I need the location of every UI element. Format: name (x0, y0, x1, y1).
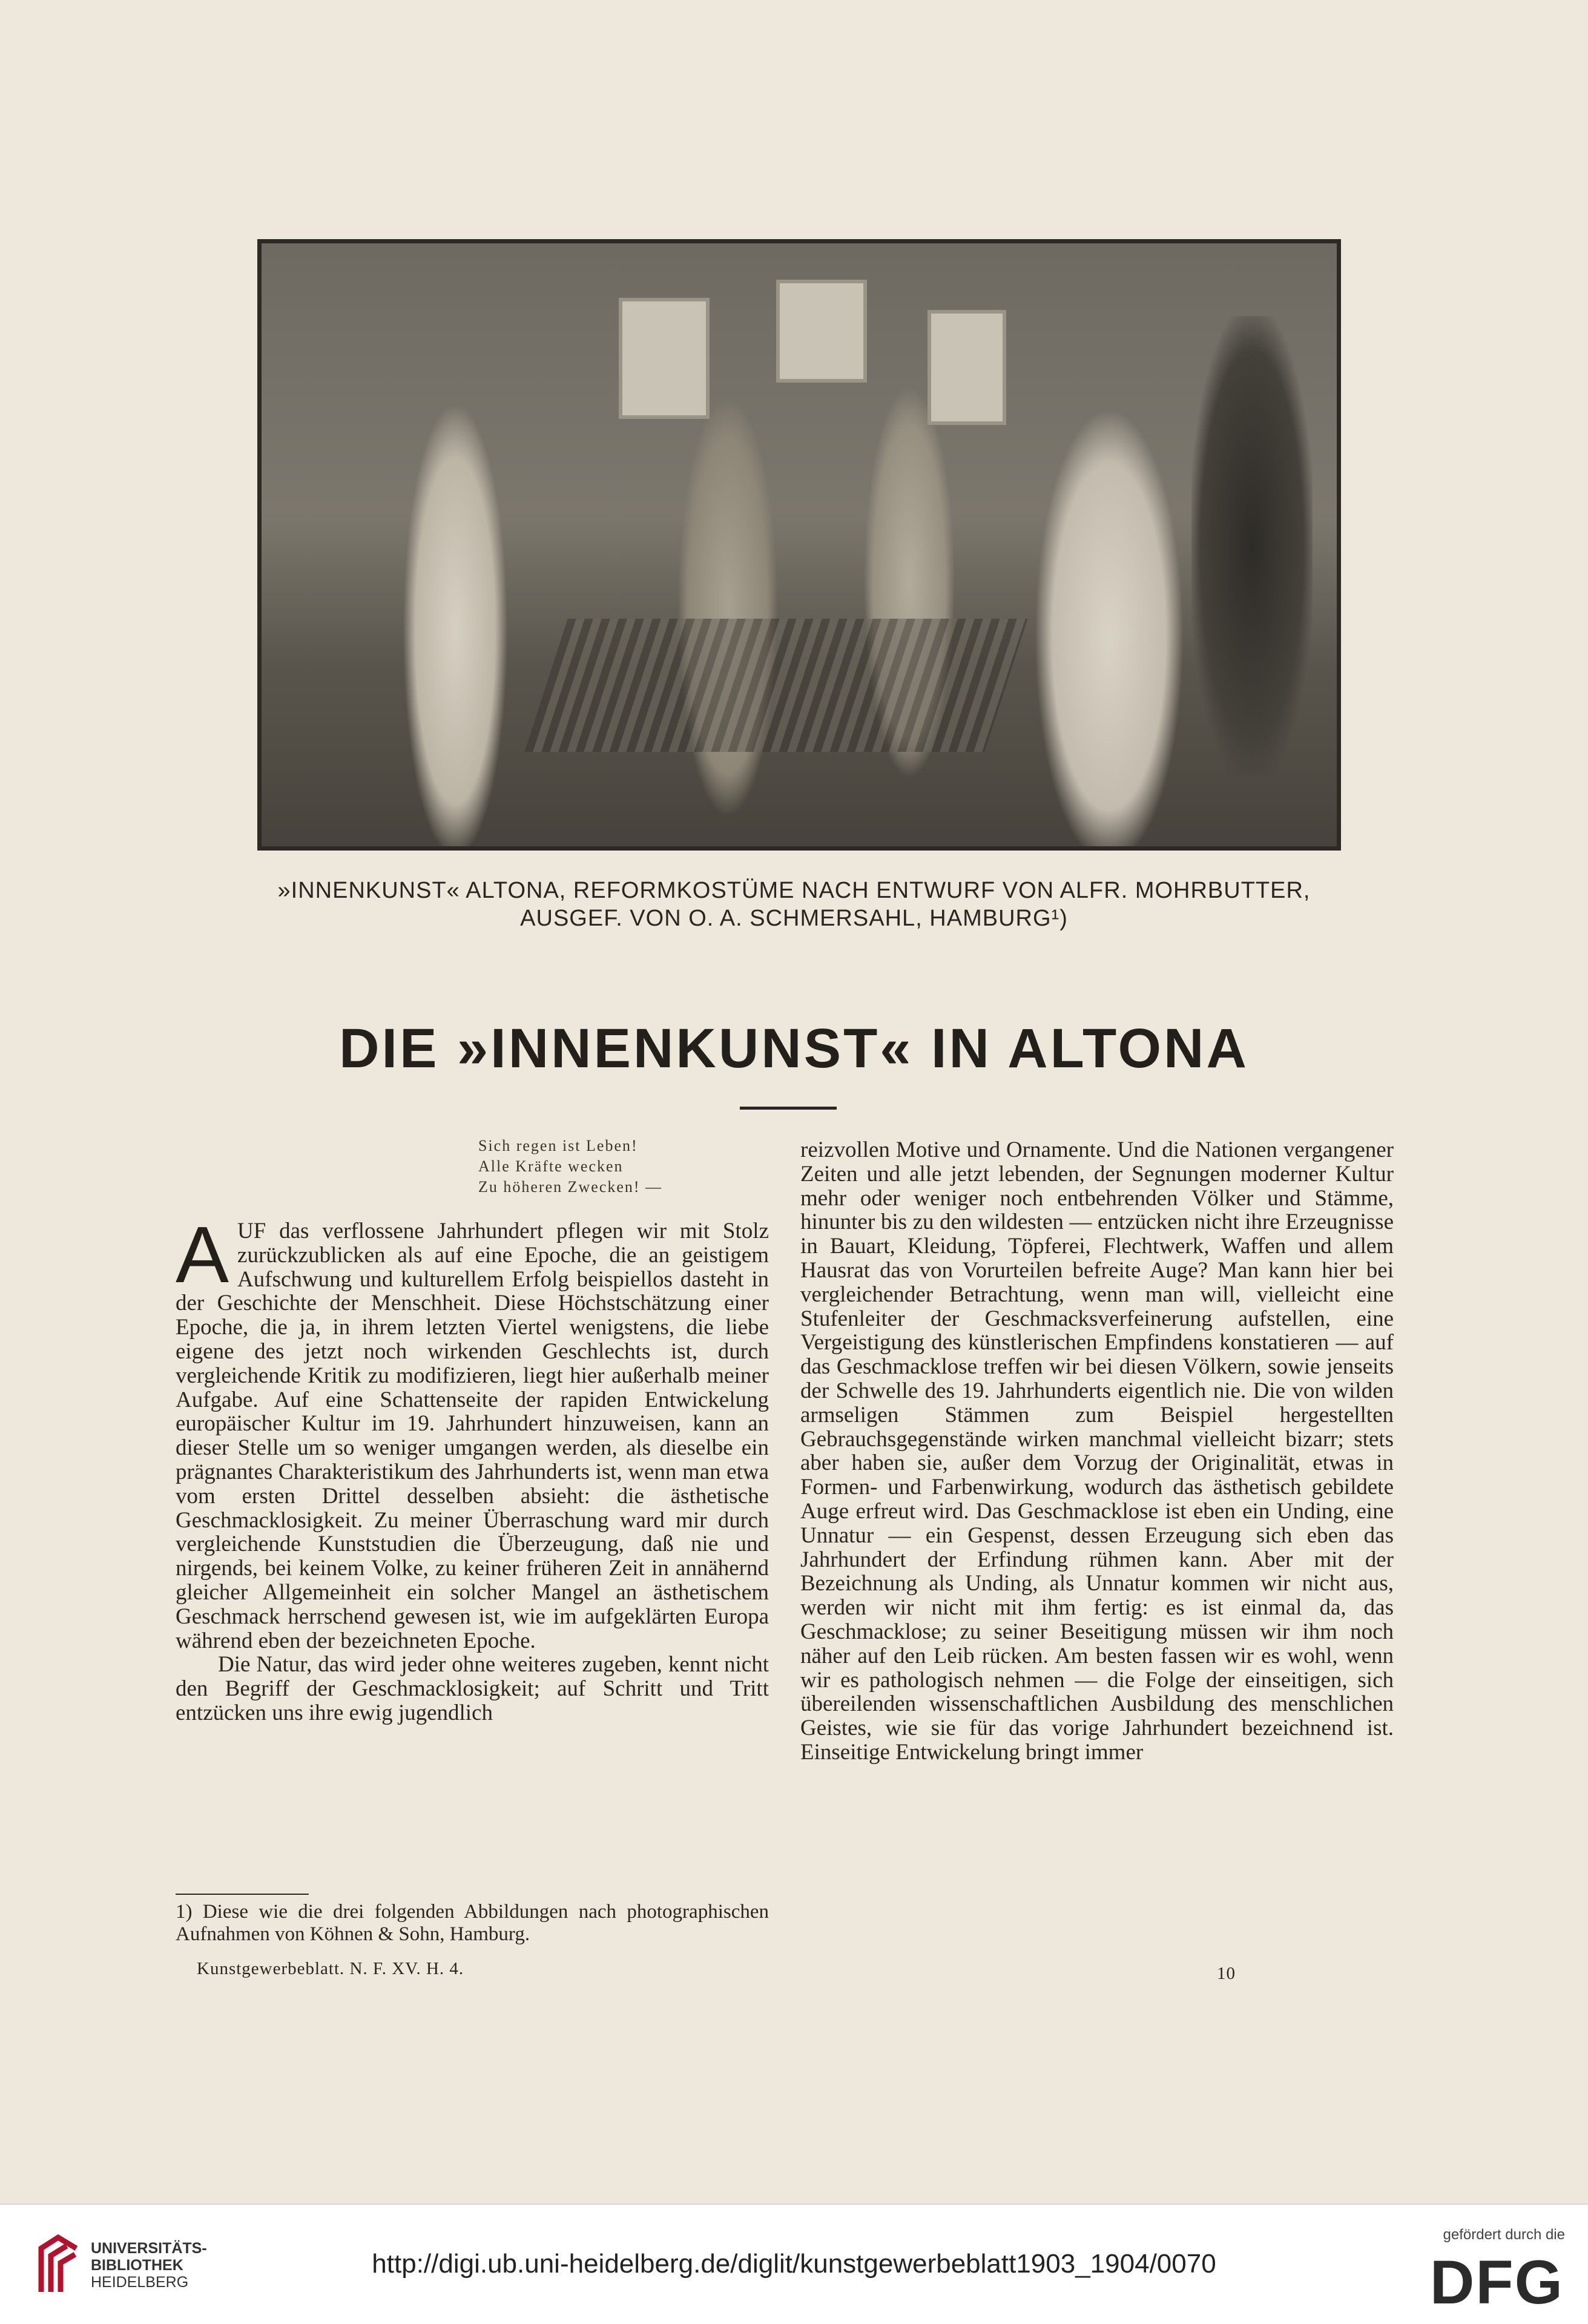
title-divider (740, 1107, 837, 1110)
reform-costumes-photo (262, 243, 1337, 846)
right-column (800, 1138, 1394, 1765)
page-number: 10 (1217, 1964, 1236, 1983)
viewer-footer (0, 2204, 1588, 2324)
epigraph-line: Zu höheren Zwecken! — (478, 1178, 663, 1196)
footnote-divider (176, 1894, 309, 1895)
wall-picture (927, 310, 1006, 425)
carpet (524, 619, 1027, 752)
figure-photo (257, 239, 1341, 851)
epigraph-line: Sich regen ist Leben! (478, 1137, 638, 1154)
drop-cap: A (176, 1210, 229, 1299)
permalink-url[interactable]: http://digi.ub.uni-heidelberg.de/diglit/kunstgewerbeblatt1903_1904/0070 (372, 2249, 1216, 2279)
left-column (176, 1210, 769, 1725)
footnote: 1) Diese wie die drei folgenden Abbildungen nach photographischen Aufnahmen von Köhnen & Sohn, Hamburg. (176, 1901, 769, 1945)
dfg-logo[interactable]: DFG (1429, 2248, 1564, 2317)
wall-picture (776, 280, 867, 383)
body-paragraph: reizvollen Motive und Ornamente. Und die Nationen vergangener Zeiten und alle jetzt lebenden, der Segnungen moderner Kultur mehr oder weniger noch entbehrenden Völker und Stämme, hinunter bis zu den wildesten — entzücken nicht ihre Erzeugnisse in Bauart, Kleidung, Töpferei, Flechtwerk, Waffen und allem Hausrat das von Vorurteilen befreite Auge? Man kann hier bei vergleichender Betrachtung, wenn man will, vielleicht eine Stufenleiter der Geschmacksverfeinerung aufstellen, eine Vergeistigung des künstlerischen Empfindens konstatieren — auf das Geschmacklose treffen wir bei diesen Völkern, sowie jenseits der Schwelle des 19. Jahrhunderts eigentlich nie. Die von wilden armseligen Stämmen zum Beispiel hergestellten Gebrauchsgegenstände wirken manchmal vielleicht bizarr; stets aber haben sie, außer dem Vorzug der Originalität, etwas in Formen- und Farbenwirkung, wodurch das ästhetisch gebildete Auge erfreut wird. Das Geschmacklose ist eben ein Unding, eine Unnatur — ein Gespenst, dessen Erzeugung sich eben das Jahrhundert der Erfindung rühmen kann. Aber mit der Bezeichnung als Unding, als Unnatur kommen wir nicht aus, werden wir nicht mit ihm fertig: es ist einmal da, das Geschmacklose; zu seiner Beseitigung müssen wir ihm noch näher auf den Leib rücken. Am besten fassen wir es wohl, wenn wir es pathologisch nehmen — die Folge der einseitigen, sich übereilenden wissenschaftlichen Ausbildung des menschlichen Geistes, wie sie für das vorige Jahrhundert bezeichnend ist. Einseitige Entwickelung bringt immer (800, 1137, 1394, 1765)
body-paragraph: Die Natur, das wird jeder ohne weiteres zugeben, kennt nicht den Begriff der Geschmacklosigkeit; auf Schritt und Tritt entzücken uns ihre ewig jugendlich (176, 1652, 769, 1725)
wall-picture (619, 298, 710, 419)
library-name-line: UNIVERSITÄTS- (91, 2240, 207, 2257)
article-title: DIE »INNENKUNST« IN ALTONA (339, 1018, 1249, 1079)
plant (1191, 316, 1313, 776)
body-paragraph (176, 1210, 769, 1653)
epigraph (478, 1136, 662, 1197)
figure-caption-line-1: »INNENKUNST« ALTONA, REFORMKOSTÜME NACH ENTWURF VON ALFR. MOHRBUTTER, (277, 878, 1311, 903)
paragraph-text: UF das verflossene Jahrhundert pflegen wir mit Stolz zurückzublicken als auf eine Epoche, die an geistigem Aufschwung und kulturellem Erfolg beispiellos dasteht in der Geschichte der Menschheit. Diese Höchstschätzung einer Epoche, die ja, in ihrem letzten Viertel wenigstens, die liebe eigene des jetzt noch wirkenden Geschlechts ist, durch vergleichende Kritik zu modifizieren, liegt hier außerhalb meiner Aufgabe. Auf eine Schattenseite der rapiden Entwickelung europäischer Kultur im 19. Jahrhundert hinzuweisen, kann an dieser Stelle um so weniger umgangen werden, als dieselbe ein prägnantes Charakteristikum des Jahrhunderts ist, wenn man etwa vom ersten Drittel desselben absieht: die ästhetische Geschmacklosigkeit. Zu meiner Überraschung ward mir durch vergleichende Kunststudien die Überzeugung, daß nie und nirgends, bei keinem Volke, zu keiner früheren Zeit in annähernd gleicher Allgemeinheit ein solcher Mangel an ästhetischem Geschmack herrschend gewesen ist, wie im aufgeklärten Europa während eben der bezeichneten Epoche. (176, 1219, 769, 1653)
library-name-line: HEIDELBERG (91, 2274, 189, 2291)
library-name-line: BIBLIOTHEK (91, 2257, 183, 2274)
journal-reference: Kunstgewerbeblatt. N. F. XV. H. 4. (197, 1959, 464, 1978)
figure-caption-line-2: AUSGEF. VON O. A. SCHMERSAHL, HAMBURG¹) (520, 906, 1068, 931)
epigraph-line: Alle Kräfte wecken (478, 1157, 624, 1175)
funding-label: gefördert durch die (1443, 2227, 1565, 2243)
